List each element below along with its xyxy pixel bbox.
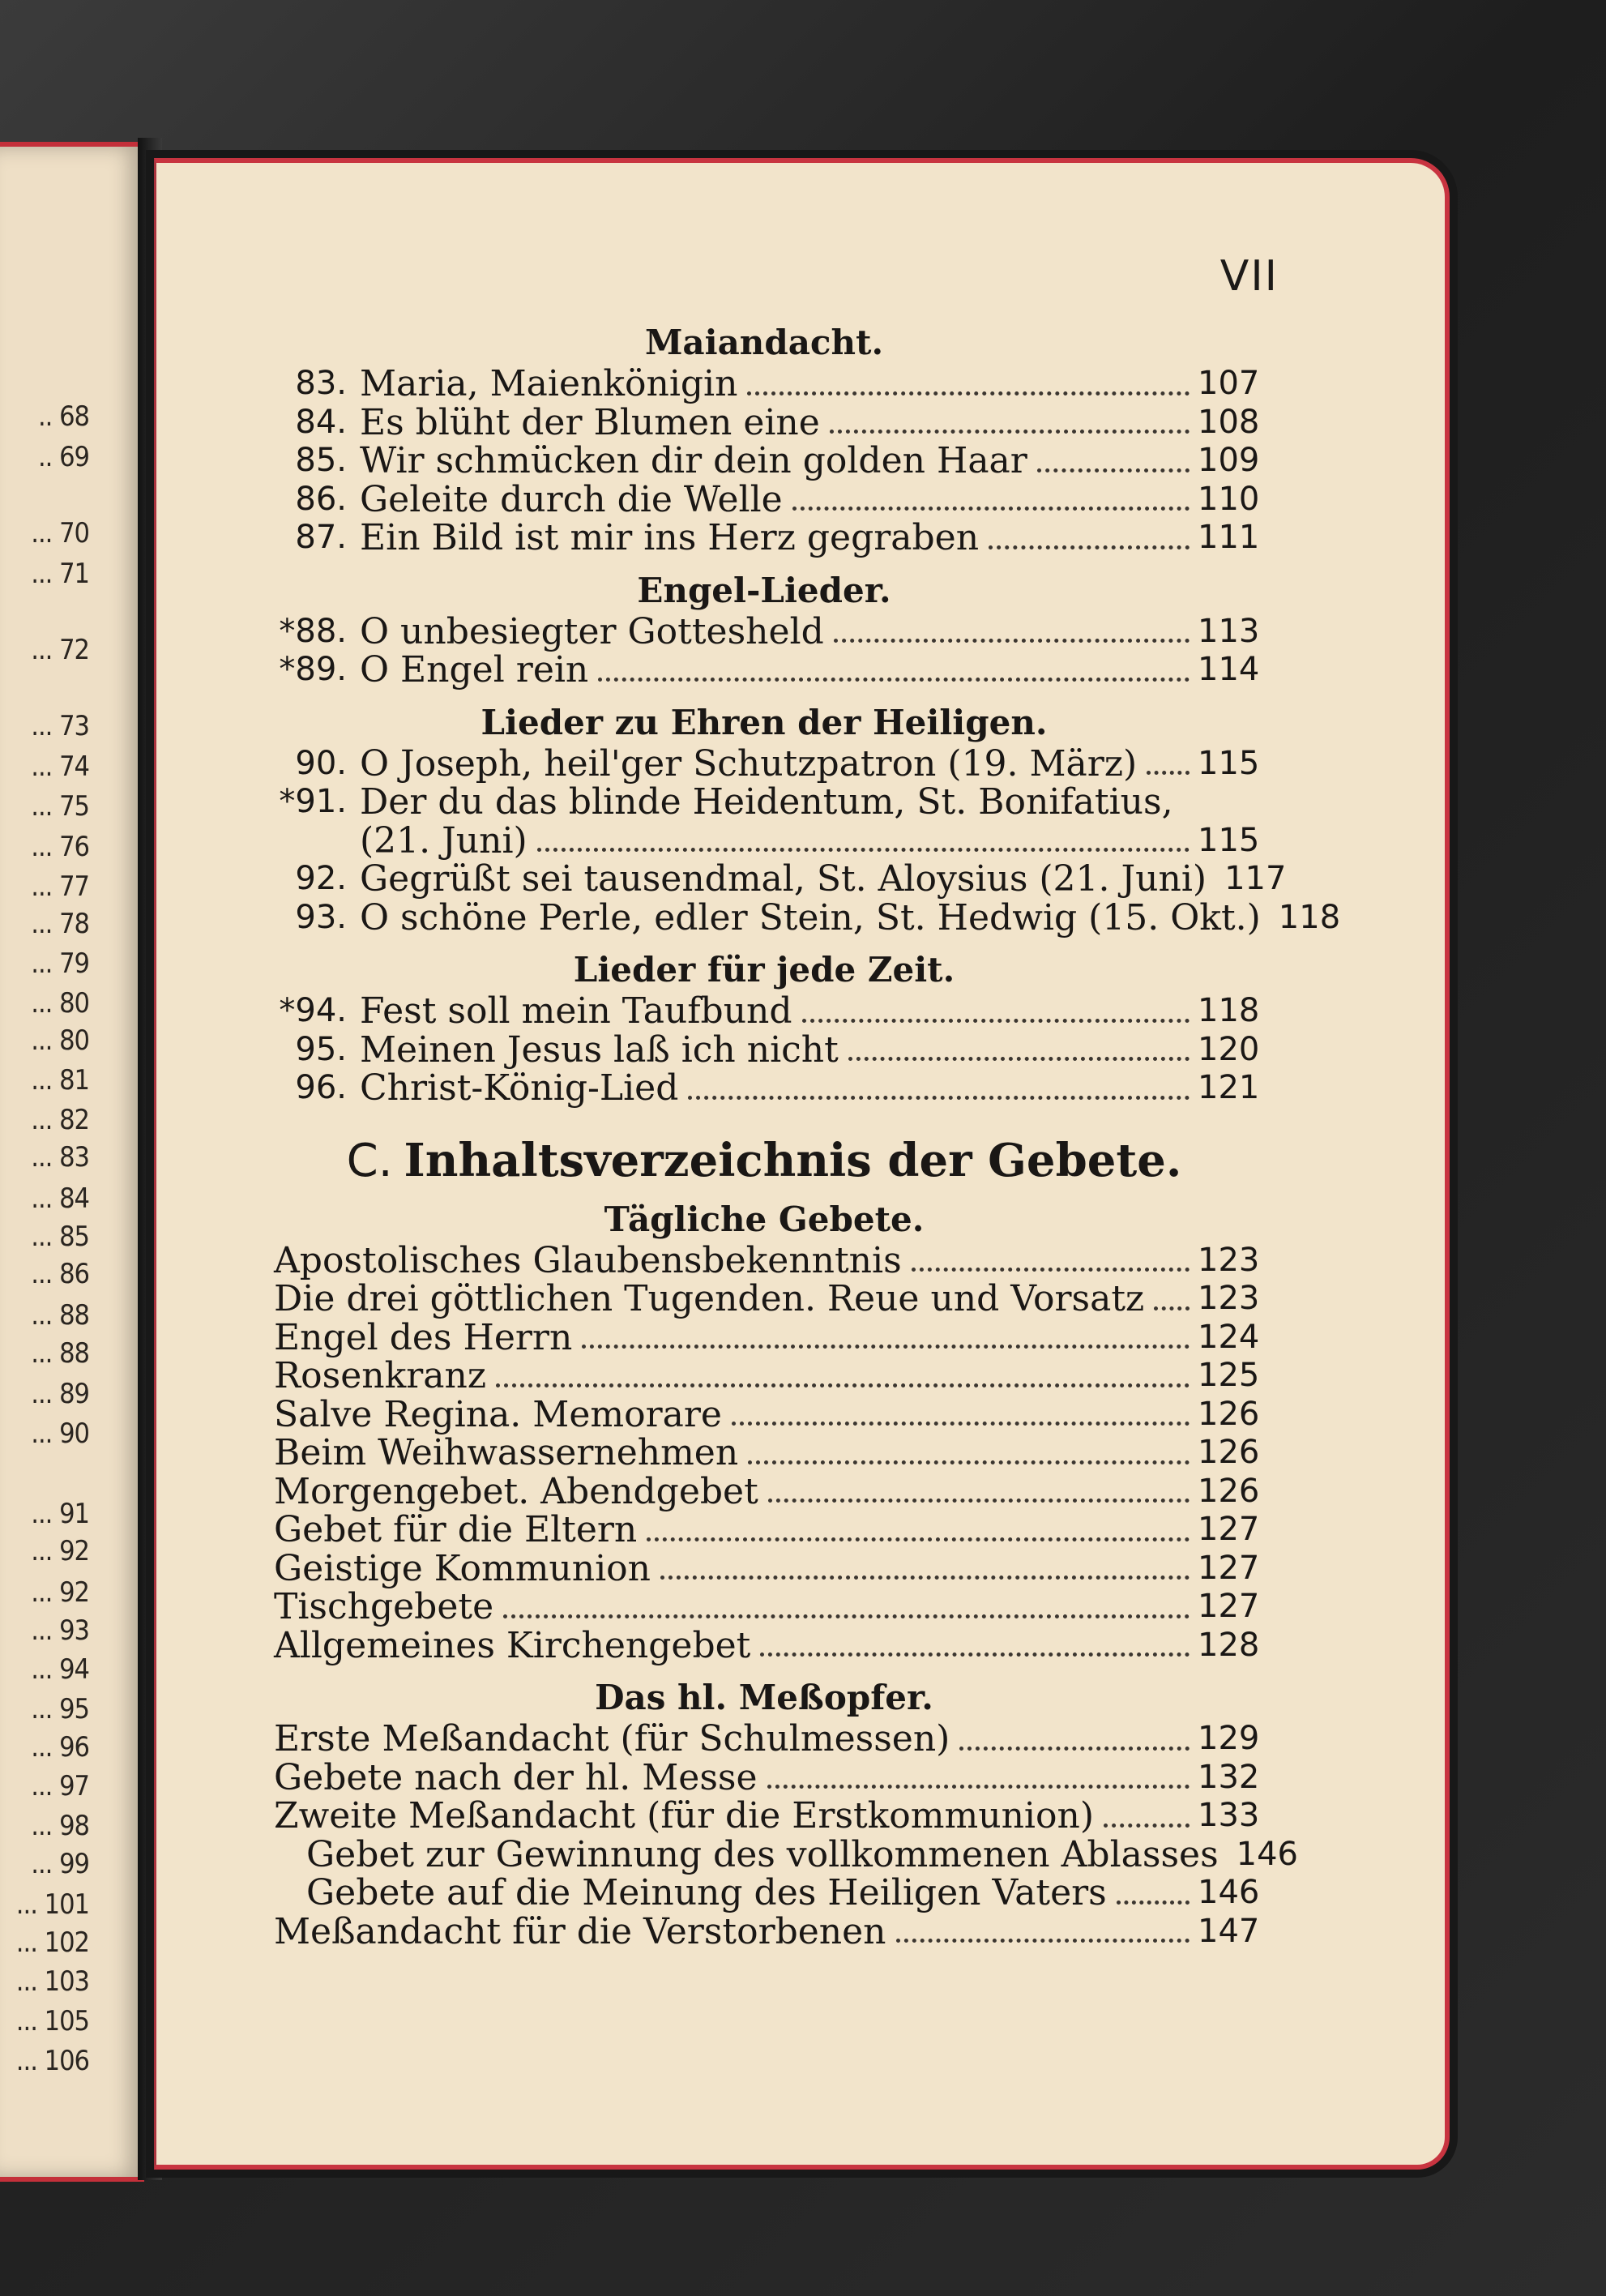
entry-page: 128	[1198, 1626, 1260, 1664]
entry-title: Geleite durch die Welle	[360, 478, 783, 520]
entry-title: Wir schmücken dir dein golden Haar	[360, 440, 1027, 481]
leader-dots	[767, 1785, 1190, 1789]
entry-page: 109	[1198, 442, 1260, 479]
toc-entry	[274, 896, 1341, 938]
entry-title: Gegrüßt sei tausendmal, St. Aloysius (21. Juni)	[360, 858, 1207, 900]
entry-page: 117	[1224, 860, 1287, 897]
entry-page: 129	[1198, 1720, 1260, 1757]
leader-dots	[582, 1345, 1190, 1349]
leader-dots	[496, 1383, 1190, 1387]
entry-title: Geistige Kommunion	[274, 1547, 651, 1589]
left-page-number: ... 77	[31, 870, 89, 903]
entry-number: 92.	[295, 860, 347, 897]
entry-title: Apostolisches Glaubensbekenntnis	[274, 1239, 902, 1281]
entry-number: 86.	[295, 480, 347, 518]
leader-dots	[503, 1614, 1190, 1618]
toc-entry	[274, 783, 1254, 822]
part-c-heading	[274, 1124, 1254, 1198]
entry-page: 146	[1236, 1835, 1299, 1873]
entry-page: 127	[1198, 1511, 1260, 1548]
left-page-number: ... 74	[31, 750, 89, 783]
left-page-number: ... 70	[31, 517, 89, 549]
entry-title: O unbesiegter Gottesheld	[360, 610, 824, 652]
left-page-number: ... 75	[31, 789, 89, 823]
toc-entry	[274, 1833, 1299, 1875]
toc-entry	[274, 1509, 1260, 1550]
left-page-number: ... 76	[31, 831, 89, 863]
entry-page: 123	[1198, 1241, 1260, 1279]
entry-page: 118	[1198, 992, 1260, 1029]
toc-entry	[274, 1795, 1260, 1836]
left-page-number: ... 103	[15, 1965, 89, 1999]
left-page-number: ... 92	[31, 1576, 89, 1609]
left-page-number: ... 95	[31, 1692, 89, 1725]
leader-dots	[760, 1653, 1190, 1657]
toc-entry	[274, 819, 1260, 862]
left-page-number: ... 94	[31, 1653, 89, 1687]
left-page-number: ... 78	[31, 908, 89, 941]
entry-page: 115	[1198, 821, 1260, 859]
left-page-number: ... 105	[15, 2005, 89, 2037]
left-page-number: ... 102	[15, 1926, 89, 1959]
entry-page: 108	[1198, 403, 1260, 441]
entry-title: Allgemeines Kirchengebet	[274, 1624, 751, 1666]
entry-title: Beim Weihwassernehmen	[274, 1432, 739, 1473]
toc-entry	[274, 1316, 1260, 1358]
left-page-number: ... 99	[31, 1847, 89, 1880]
entry-page: 126	[1198, 1434, 1260, 1471]
toc-entry	[274, 1872, 1260, 1913]
left-page-number: ... 85	[31, 1220, 89, 1253]
entry-page: 123	[1198, 1280, 1260, 1317]
entry-page: 126	[1198, 1472, 1260, 1510]
part-c-letter: C.	[346, 1134, 393, 1187]
left-page-number: ... 90	[31, 1417, 89, 1450]
toc-entry	[274, 1239, 1260, 1281]
entry-page: 146	[1198, 1874, 1260, 1911]
prayer-sections	[274, 1198, 1299, 1952]
left-page-number: ... 82	[31, 1103, 89, 1136]
leader-dots	[959, 1747, 1190, 1751]
entry-number: 87.	[295, 519, 347, 556]
left-page-number: .. 68	[37, 400, 89, 433]
entry-page: 120	[1198, 1030, 1260, 1068]
left-page-number: ... 96	[31, 1730, 89, 1764]
leader-dots	[848, 1057, 1190, 1061]
section-heading: Maiandacht.	[644, 323, 884, 362]
entry-title: O Engel rein	[360, 649, 589, 691]
entry-page: 115	[1198, 744, 1260, 782]
section-heading: Lieder zu Ehren der Heiligen.	[481, 702, 1048, 742]
prayer-section-heading: Tägliche Gebete.	[604, 1199, 925, 1239]
leader-dots	[768, 1499, 1190, 1503]
entry-number: 85.	[295, 442, 347, 479]
left-page-number: .. 69	[37, 441, 89, 474]
left-page-number: ... 92	[31, 1535, 89, 1568]
toc-entry	[274, 1547, 1260, 1589]
entry-title: (21. Juni)	[360, 819, 528, 862]
leader-dots	[647, 1537, 1190, 1541]
toc-entry	[274, 1756, 1260, 1798]
entry-title: Gebet zur Gewinnung des vollkommenen Ablasses	[306, 1833, 1219, 1875]
prayer-section-heading: Das hl. Meßopfer.	[595, 1678, 933, 1717]
entry-number: *89.	[279, 651, 347, 688]
leader-dots	[747, 391, 1190, 395]
entry-title: Maria, Maienkönigin	[360, 363, 738, 404]
leader-dots	[1037, 468, 1190, 472]
left-page-number: ... 101	[15, 1888, 89, 1921]
left-page-number: ... 72	[31, 634, 89, 666]
right-page	[154, 158, 1450, 2170]
entry-page: 127	[1198, 1588, 1260, 1625]
entry-title: O schöne Perle, edler Stein, St. Hedwig (15. Okt.)	[360, 896, 1261, 938]
entry-title: Ein Bild ist mir ins Herz gegraben	[360, 517, 980, 558]
toc-entry	[274, 1067, 1260, 1109]
entry-page: 121	[1198, 1069, 1260, 1106]
toc-entry	[274, 440, 1260, 481]
toc-entry	[274, 1028, 1260, 1071]
leader-dots	[896, 1939, 1190, 1943]
leader-dots	[1147, 771, 1190, 775]
section-heading: Lieder für jede Zeit.	[573, 950, 955, 990]
entry-number: 84.	[295, 403, 347, 441]
toc-entry	[274, 363, 1260, 404]
entry-title: Salve Regina. Memorare	[274, 1393, 722, 1435]
entry-title: Christ-König-Lied	[360, 1067, 679, 1109]
left-page	[0, 142, 144, 2182]
entry-page: 133	[1198, 1797, 1260, 1834]
leader-dots	[834, 639, 1190, 643]
entry-title: Gebete auf die Meinung des Heiligen Vaters	[306, 1872, 1107, 1913]
part-c-title: Inhaltsverzeichnis der Gebete.	[404, 1133, 1182, 1187]
left-page-number: ... 86	[31, 1258, 89, 1291]
left-page-number: ... 83	[31, 1141, 89, 1174]
entry-title: Gebete nach der hl. Messe	[274, 1756, 758, 1798]
entry-page: 125	[1198, 1357, 1260, 1394]
entry-title: Fest soll mein Taufbund	[360, 990, 792, 1032]
leader-dots	[1117, 1901, 1190, 1905]
toc-entry	[274, 742, 1260, 785]
song-sections	[274, 321, 1341, 1109]
entry-number: 96.	[295, 1069, 347, 1106]
toc-entry	[274, 1355, 1260, 1396]
entry-page: 111	[1198, 519, 1260, 556]
left-page-number: ... 106	[15, 2044, 89, 2077]
entry-page: 127	[1198, 1549, 1260, 1587]
left-page-number: ... 79	[31, 947, 89, 980]
toc-entry	[274, 517, 1260, 558]
left-page-number: ... 80	[31, 986, 89, 1020]
entry-title: Erste Meßandacht (für Schulmessen)	[274, 1718, 950, 1759]
leader-dots	[912, 1268, 1190, 1272]
left-page-number: ... 89	[31, 1378, 89, 1410]
entry-title: Tischgebete	[274, 1586, 494, 1627]
toc-entry	[274, 1470, 1260, 1512]
toc-entry	[274, 478, 1260, 520]
leader-dots	[792, 507, 1190, 511]
entry-title: Zweite Meßandacht (für die Erstkommunion)	[274, 1795, 1094, 1836]
leader-dots	[537, 848, 1190, 852]
entry-title: Morgengebet. Abendgebet	[274, 1470, 758, 1512]
entry-number: *88.	[279, 612, 347, 650]
entry-number: *94.	[279, 992, 347, 1029]
entry-title: Rosenkranz	[274, 1355, 487, 1396]
entry-title: O Joseph, heil'ger Schutzpatron (19. März)	[360, 742, 1138, 785]
toc-entry	[274, 1910, 1260, 1952]
page-number: VII	[1219, 252, 1279, 301]
leader-dots	[660, 1576, 1190, 1580]
entry-title: Gebet für die Eltern	[274, 1509, 638, 1550]
left-page-number: ... 73	[31, 709, 89, 742]
toc-entry	[274, 858, 1287, 900]
left-page-number: ... 93	[31, 1614, 89, 1647]
leader-dots	[598, 678, 1190, 682]
toc-entry	[274, 1278, 1260, 1319]
left-page-number: ... 80	[31, 1024, 89, 1058]
toc-entry	[274, 1432, 1260, 1473]
toc-entry	[274, 1624, 1260, 1666]
entry-page: 113	[1198, 612, 1260, 650]
leader-dots	[1104, 1824, 1190, 1828]
toc-entry	[274, 1586, 1260, 1627]
entry-number: 95.	[295, 1030, 347, 1068]
entry-page: 124	[1198, 1318, 1260, 1356]
entry-number: 93.	[295, 898, 347, 936]
leader-dots	[802, 1019, 1190, 1023]
left-page-number: ... 97	[31, 1770, 89, 1803]
toc-entry	[274, 649, 1260, 691]
entry-title: Meßandacht für die Verstorbenen	[274, 1910, 886, 1952]
leader-dots	[1154, 1306, 1190, 1310]
leader-dots	[989, 545, 1190, 549]
entry-page: 118	[1278, 898, 1341, 936]
left-page-number: ... 81	[31, 1064, 89, 1097]
entry-page: 114	[1198, 651, 1260, 688]
entry-title: Es blüht der Blumen eine	[360, 401, 820, 443]
entry-title: Die drei göttlichen Tugenden. Reue und Vorsatz	[274, 1278, 1145, 1319]
entry-title: Meinen Jesus laß ich nicht	[360, 1028, 839, 1071]
entry-number: 90.	[295, 744, 347, 782]
toc-entry	[274, 401, 1260, 443]
entry-page: 147	[1198, 1912, 1260, 1950]
toc-entry	[274, 1393, 1260, 1435]
entry-page: 107	[1198, 365, 1260, 402]
toc-entry	[274, 990, 1260, 1032]
left-page-number: ... 98	[31, 1809, 89, 1842]
entry-page: 126	[1198, 1395, 1260, 1433]
entry-number: 83.	[295, 365, 347, 402]
leader-dots	[688, 1096, 1190, 1100]
left-page-number: ... 88	[31, 1336, 89, 1370]
leader-dots	[748, 1460, 1190, 1464]
entry-number: *91.	[279, 783, 347, 820]
left-page-number: ... 84	[31, 1182, 89, 1215]
toc-entry	[274, 610, 1260, 652]
section-heading: Engel-Lieder.	[637, 570, 891, 610]
left-page-number: ... 91	[31, 1497, 89, 1530]
toc-entry	[274, 1718, 1260, 1759]
left-page-number: ... 88	[31, 1298, 89, 1332]
entry-page: 132	[1198, 1758, 1260, 1796]
table-of-contents	[274, 321, 1341, 1952]
left-page-number: ... 71	[31, 558, 89, 591]
entry-page: 110	[1198, 480, 1260, 518]
entry-title: Der du das blinde Heidentum, St. Bonifatius,	[360, 781, 1173, 823]
leader-dots	[732, 1422, 1190, 1426]
leader-dots	[830, 430, 1190, 434]
entry-title: Engel des Herrn	[274, 1316, 573, 1358]
